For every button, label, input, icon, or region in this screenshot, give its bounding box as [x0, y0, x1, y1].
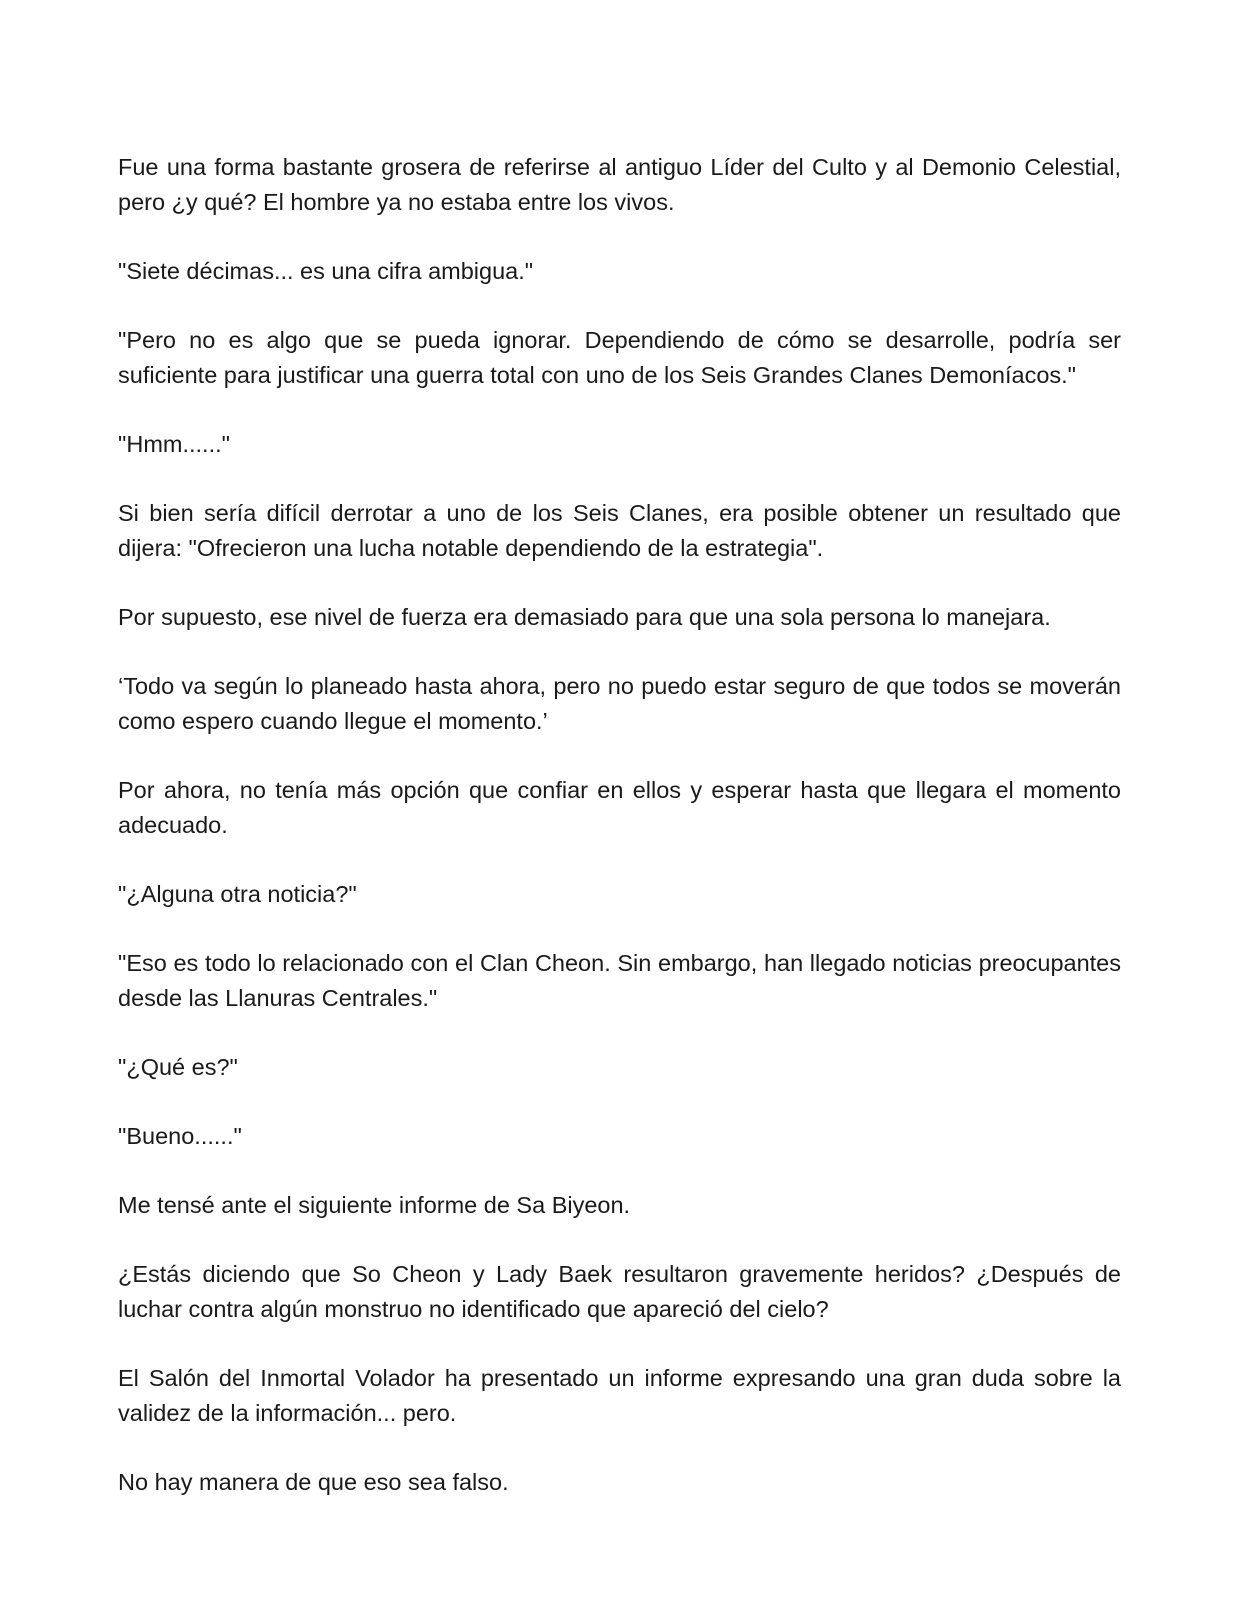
paragraph-7: ‘Todo va según lo planeado hasta ahora, pero no puedo estar seguro de que todos se moverán como espero cuando llegue el momento.’	[118, 673, 1121, 734]
document-page	[118, 150, 1121, 1534]
paragraph-3: "Pero no es algo que se pueda ignorar. Dependiendo de cómo se desarrolle, podría ser suficiente para justificar una guerra total con uno de los Seis Grandes Clanes Demoníacos."	[118, 327, 1121, 388]
paragraph-2: "Siete décimas... es una cifra ambigua."	[118, 258, 534, 284]
paragraph-14: ¿Estás diciendo que So Cheon y Lady Baek resultaron gravemente heridos? ¿Después de luchar contra algún monstruo no identificado que apareció del cielo?	[118, 1261, 1121, 1322]
paragraph-6: Por supuesto, ese nivel de fuerza era demasiado para que una sola persona lo manejara.	[118, 604, 1051, 630]
paragraph-15: El Salón del Inmortal Volador ha presentado un informe expresando una gran duda sobre la validez de la información... pero.	[118, 1365, 1121, 1426]
paragraph-10: "Eso es todo lo relacionado con el Clan Cheon. Sin embargo, han llegado noticias preocupantes desde las Llanuras Centrales."	[118, 950, 1121, 1011]
paragraph-11: "¿Qué es?"	[118, 1054, 238, 1080]
paragraph-8: Por ahora, no tenía más opción que confiar en ellos y esperar hasta que llegara el momento adecuado.	[118, 777, 1121, 838]
paragraph-13: Me tensé ante el siguiente informe de Sa Biyeon.	[118, 1192, 631, 1218]
paragraph-4: "Hmm......"	[118, 431, 230, 457]
paragraph-9: "¿Alguna otra noticia?"	[118, 881, 357, 907]
paragraph-1: Fue una forma bastante grosera de referirse al antiguo Líder del Culto y al Demonio Celestial, pero ¿y qué? El hombre ya no estaba entre los vivos.	[118, 154, 1121, 215]
paragraph-12: "Bueno......"	[118, 1123, 242, 1149]
paragraph-5: Si bien sería difícil derrotar a uno de los Seis Clanes, era posible obtener un resultado que dijera: "Ofrecieron una lucha notable dependiendo de la estrategia".	[118, 500, 1121, 561]
paragraph-16: No hay manera de que eso sea falso.	[118, 1469, 509, 1495]
